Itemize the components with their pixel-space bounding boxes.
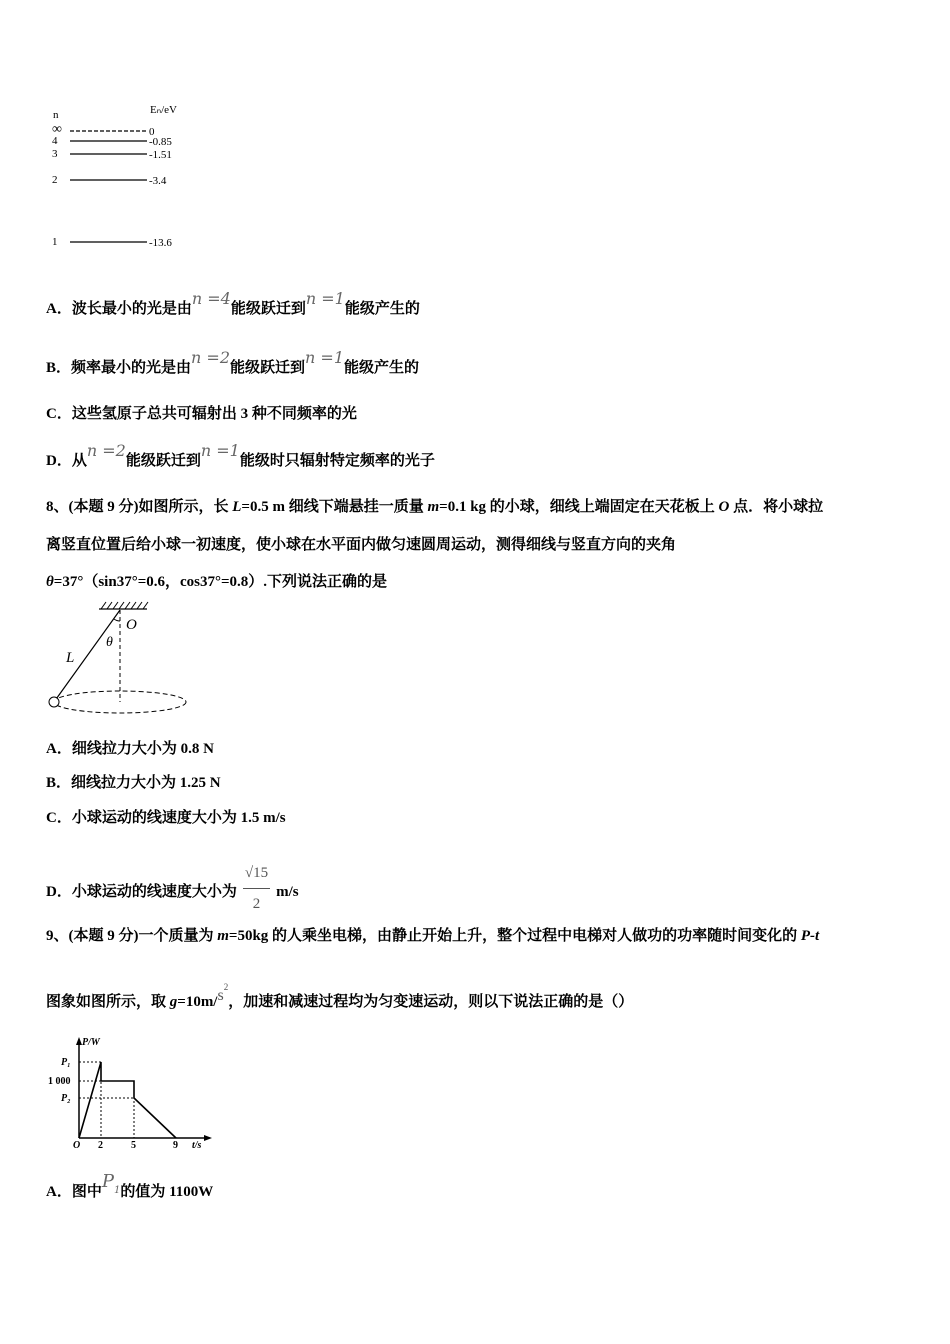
n-header: n (53, 109, 59, 121)
pendulum-svg (44, 600, 194, 720)
q9-stem-line2: 图象如图所示，取 $g=10m/s^2$，加速和减速过程均为匀变速运动，则以下说法正确的是（） (46, 982, 634, 1010)
q8-option-a: A．细线拉力大小为 0.8 N (46, 741, 214, 757)
tick-2: 2 (98, 1140, 103, 1149)
angle-arc (114, 619, 120, 621)
tick-9: 9 (173, 1140, 178, 1149)
guide-lines (79, 1062, 134, 1138)
energy-level-svg (50, 100, 200, 250)
ball (49, 697, 59, 707)
level-energy-2: -1.51 (149, 149, 172, 161)
level-energy-1: -0.85 (149, 136, 172, 148)
t-axis-arrow (204, 1135, 212, 1141)
q8-option-c: C．小球运动的线速度大小为 1.5 m/s (46, 810, 286, 826)
q8-option-b: B．细线拉力大小为 1.25 N (46, 775, 221, 791)
ceiling-hatch (101, 602, 148, 609)
label-p2: P₂ (61, 1093, 71, 1104)
q7-option-c: C．这些氢原子总共可辐射出 3 种不同频率的光 (46, 406, 357, 422)
power-time-graph (46, 1034, 216, 1149)
q8-option-d: D．小球运动的线速度大小为 $\frac{√15}{2}$ m/s (46, 862, 299, 923)
energy-header: Eₙ/eV (150, 104, 177, 116)
tick-5: 5 (131, 1140, 136, 1149)
string-line (54, 610, 120, 702)
level-energy-0: 0 (149, 126, 155, 138)
level-n-2: 3 (52, 148, 58, 160)
q9-option-a: A．图中$P^1$的值为 1100W (46, 1171, 214, 1200)
energy-level-diagram (50, 100, 200, 250)
conical-pendulum-figure (44, 600, 194, 720)
label-pw: P/W (82, 1037, 100, 1048)
level-n-1: 4 (52, 135, 58, 147)
level-energy-4: -13.6 (149, 237, 172, 249)
label-origin: O (73, 1140, 81, 1149)
q7-option-a: A．波长最小的光是由n =4能级跃迁到n =1能级产生的 (46, 289, 420, 317)
label-p1: P₁ (61, 1057, 71, 1068)
label-1000: 1 000 (48, 1076, 71, 1087)
q8-stem-line1: 8、(本题 9 分)如图所示，长 L=0.5 m 细线下端悬挂一质量 m=0.1 kg 的小球，细线上端固定在天花板上 O 点．将小球拉 (46, 499, 824, 515)
label-ts: t/s (192, 1140, 202, 1149)
power-curve (79, 1062, 176, 1138)
level-energy-3: -3.4 (149, 175, 167, 187)
level-n-3: 2 (52, 174, 58, 186)
q8-stem-line2: 离竖直位置后给小球一初速度，使小球在水平面内做匀速圆周运动，测得细线与竖直方向的夹角 (46, 537, 677, 553)
sqrt15-over-2: $\frac{√15}{2}$ (243, 858, 270, 919)
q8-stem-line3: θ=37°（sin37°=0.6，cos37°=0.8）.下列说法正确的是 (46, 574, 388, 590)
q9-stem-line1: 9、(本题 9 分)一个质量为 m=50kg 的人乘坐电梯，由静止开始上升，整个过程中电梯对人做功的功率随时间变化的 P-t (46, 928, 820, 944)
q7-option-d: D．从n =2能级跃迁到n =1能级时只辐射特定频率的光子 (46, 441, 435, 469)
level-n-0: ∞ (52, 122, 62, 137)
level-n-4: 1 (52, 236, 58, 248)
q7-option-b: B．频率最小的光是由n =2能级跃迁到n =1能级产生的 (46, 348, 420, 376)
label-o: O (126, 617, 137, 633)
pt-graph-svg (46, 1034, 216, 1149)
label-l: L (66, 650, 75, 666)
label-theta: θ (106, 635, 113, 650)
